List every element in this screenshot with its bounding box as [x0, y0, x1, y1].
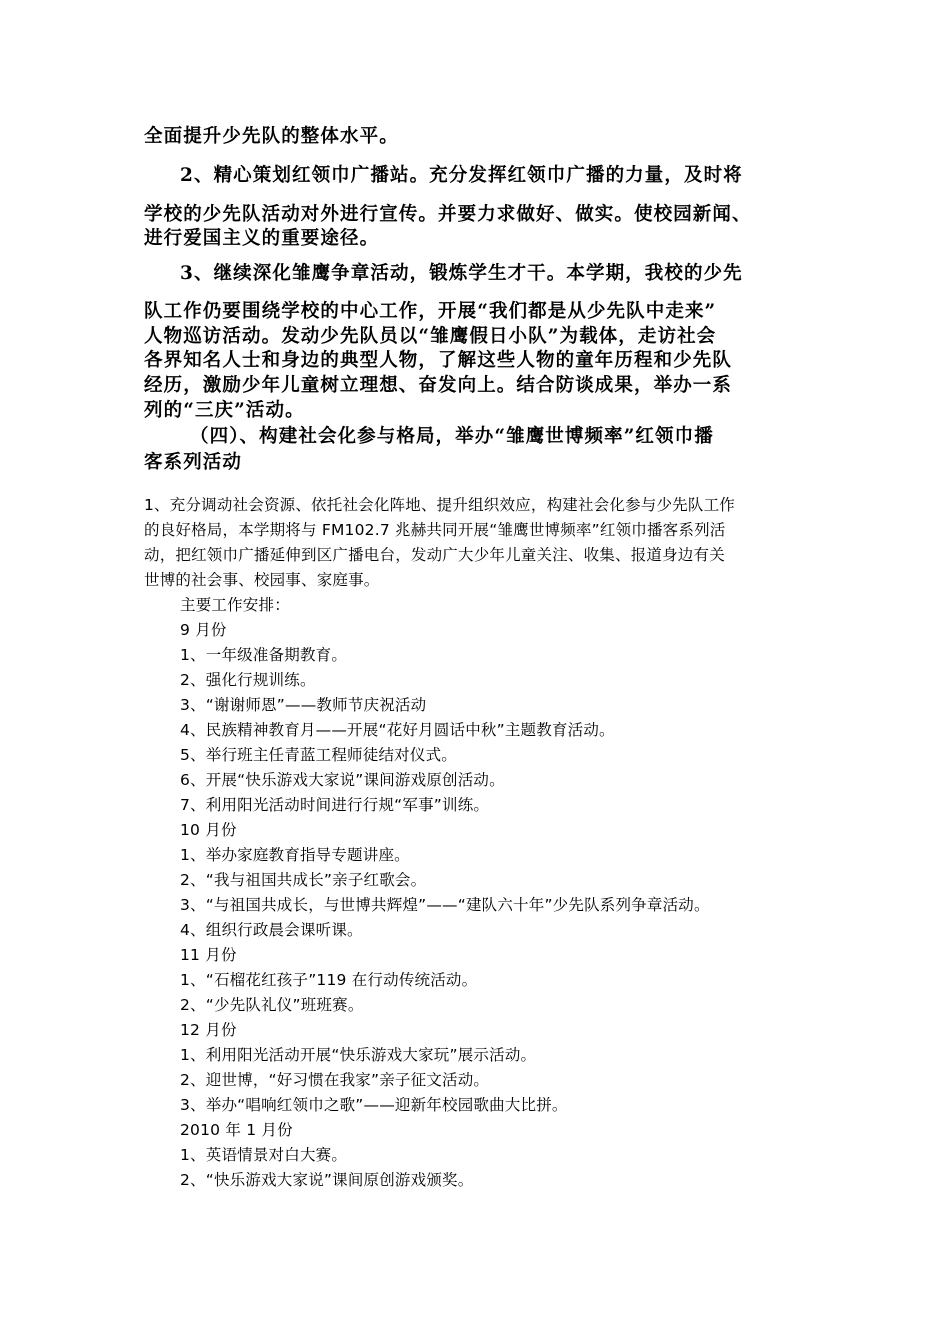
- paragraph-line: 动，把红领巾广播延伸到区广播电台，发动广大少年儿童关注、收集、报道身边有关: [144, 546, 725, 564]
- list-item: 2、“快乐游戏大家说”课间原创游戏颁奖。: [180, 1171, 474, 1189]
- paragraph-line: 全面提升少先队的整体水平。: [144, 126, 399, 147]
- list-item: 1、一年级准备期教育。: [180, 646, 348, 664]
- month-heading: 2010 年 1 月份: [180, 1121, 293, 1139]
- list-item: 2、“我与祖国共成长”亲子红歌会。: [180, 871, 427, 889]
- month-heading: 9 月份: [180, 621, 227, 639]
- list-item: 2、强化行规训练。: [180, 671, 316, 689]
- paragraph-line: 队工作仍要围绕学校的中心工作，开展“我们都是从少先队中走来”: [144, 301, 717, 322]
- list-item: 6、开展“快乐游戏大家说”课间游戏原创活动。: [180, 771, 505, 789]
- paragraph-line: 世博的社会事、校园事、家庭事。: [144, 571, 380, 589]
- list-item: 1、利用阳光活动开展“快乐游戏大家玩”展示活动。: [180, 1046, 537, 1064]
- paragraph-line: 各界知名人士和身边的典型人物，了解这些人物的童年历程和少先队: [144, 350, 733, 371]
- month-heading: 11 月份: [180, 946, 237, 964]
- paragraph-line: 进行爱国主义的重要途径。: [144, 228, 380, 249]
- list-item: 2、迎世博，“好习惯在我家”亲子征文活动。: [180, 1071, 490, 1089]
- list-item: 5、举行班主任青蓝工程师徒结对仪式。: [180, 746, 457, 764]
- paragraph-line: 经历，激励少年儿童树立理想、奋发向上。结合防谈成果，举办一系: [144, 375, 733, 396]
- paragraph-line: 人物巡访活动。发动少先队员以“雏鹰假日小队”为载体，走访社会: [144, 326, 717, 347]
- list-item: 3、举办“唱响红领巾之歌”——迎新年校园歌曲大比拼。: [180, 1096, 568, 1114]
- list-item: 7、利用阳光活动时间进行行规“军事”训练。: [180, 796, 490, 814]
- paragraph-line: 1、充分调动社会资源、依托社会化阵地、提升组织效应，构建社会化参与少先队工作: [144, 496, 735, 514]
- list-item: 2、“少先队礼仪”班班赛。: [180, 996, 364, 1014]
- paragraph-line: 的良好格局，本学期将与 FM102.7 兆赫共同开展“雏鹰世博频率”红领巾播客系列活: [144, 521, 726, 539]
- list-item: 1、英语情景对白大赛。: [180, 1146, 348, 1164]
- list-item: 1、举办家庭教育指导专题讲座。: [180, 846, 410, 864]
- paragraph-line: 学校的少先队活动对外进行宣传。并要力求做好、做实。使校园新闻、: [144, 204, 752, 225]
- paragraph-line: 列的“三庆”活动。: [144, 400, 305, 421]
- list-item: 3、“谢谢师恩”——教师节庆祝活动: [180, 696, 427, 714]
- section-heading-2: 2、精心策划红领巾广播站。充分发挥红领巾广播的力量，及时将: [180, 165, 743, 186]
- section-heading-4: （四）、构建社会化参与格局，举办“雏鹰世博频率”红领巾播: [190, 426, 714, 447]
- list-item: 3、“与祖国共成长，与世博共辉煌”——“建队六十年”少先队系列争章活动。: [180, 896, 710, 914]
- month-heading: 10 月份: [180, 821, 237, 839]
- month-heading: 12 月份: [180, 1021, 237, 1039]
- list-item: 1、“石榴花红孩子”119 在行动传统活动。: [180, 971, 478, 989]
- list-item: 4、民族精神教育月——开展“花好月圆话中秋”主题教育活动。: [180, 721, 615, 739]
- paragraph-line: 客系列活动: [144, 452, 243, 473]
- schedule-title: 主要工作安排：: [180, 596, 290, 614]
- section-heading-3: 3、继续深化雏鹰争章活动，锻炼学生才干。本学期，我校的少先: [180, 263, 743, 284]
- list-item: 4、组织行政晨会课听课。: [180, 921, 363, 939]
